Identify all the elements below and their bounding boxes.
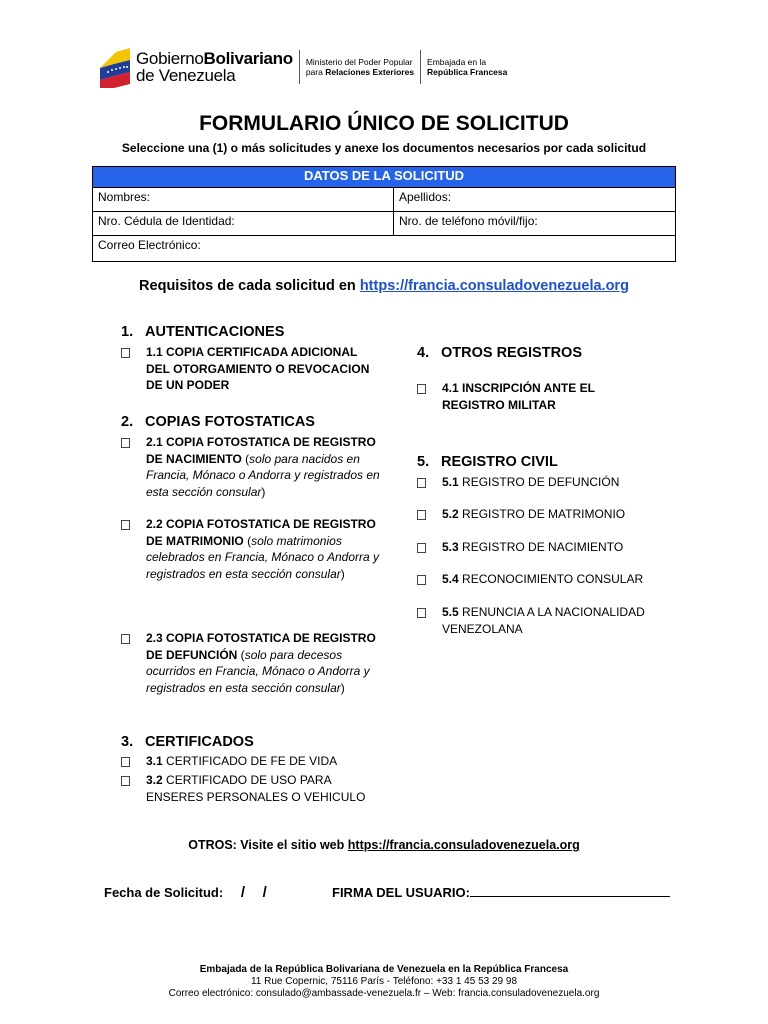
section-title: REGISTRO CIVIL	[441, 454, 558, 470]
section-number: 4.	[417, 345, 430, 361]
otros-line	[0, 838, 768, 852]
item-3-1[interactable]	[121, 753, 383, 770]
apellidos-field[interactable]: Apellidos:	[394, 188, 676, 212]
item-5-3[interactable]	[417, 539, 657, 556]
requisitos-text: Requisitos de cada solicitud en	[139, 278, 356, 294]
section-title: COPIAS FOTOSTATICAS	[145, 414, 315, 430]
item-number: 5.2	[442, 507, 459, 521]
telefono-field[interactable]: Nro. de teléfono móvil/fijo:	[394, 212, 676, 236]
checkbox-icon[interactable]	[121, 348, 130, 358]
section-number: 1.	[121, 324, 134, 340]
checkbox-icon[interactable]	[121, 634, 130, 644]
item-number: 5.5	[442, 605, 459, 619]
paren-open: (	[241, 451, 250, 466]
checkbox-icon[interactable]	[417, 510, 426, 520]
item-text: 1.1 COPIA CERTIFICADA ADICIONAL DEL OTORGAMIENTO O REVOCACION DE UN PODER	[146, 345, 370, 392]
fecha-label: Fecha de Solicitud:	[104, 885, 224, 900]
footer-line3: Correo electrónico: consulado@ambassade-venezuela.fr – Web: francia.consuladovenezuela.org	[168, 988, 600, 999]
firma-field[interactable]	[332, 884, 670, 900]
paren-open: (	[243, 533, 252, 548]
item-text: REGISTRO DE DEFUNCIÓN	[458, 475, 620, 489]
ministerio-line1: Ministerio del Poder Popular	[305, 57, 413, 67]
footer-line1: Embajada de la República Bolivariana de Venezuela en la República Francesa	[199, 964, 569, 975]
item-5-1[interactable]	[417, 474, 657, 491]
item-5-5[interactable]	[417, 604, 657, 637]
checkbox-icon[interactable]	[121, 757, 130, 767]
embajada-text	[427, 57, 507, 77]
item-text: RECONOCIMIENTO CONSULAR	[458, 572, 644, 586]
page-title: FORMULARIO ÚNICO DE SOLICITUD	[199, 112, 569, 135]
checkbox-icon[interactable]	[121, 776, 130, 786]
paren-close: )	[340, 680, 345, 695]
gobierno-line2: de Venezuela	[136, 66, 236, 85]
venezuela-flag-icon	[96, 46, 132, 88]
checkbox-icon[interactable]	[417, 543, 426, 553]
otros-link[interactable]: https://francia.consuladovenezuela.org	[347, 838, 580, 852]
item-number: 5.1	[442, 475, 459, 489]
fecha-field[interactable]	[104, 884, 267, 901]
correo-field[interactable]: Correo Electrónico:	[93, 236, 676, 262]
section-certificados	[121, 734, 254, 750]
gobierno-text	[136, 50, 293, 84]
ministerio-bold: Relaciones Exteriores	[325, 67, 415, 77]
section-autenticaciones	[121, 324, 284, 340]
date-separator: /	[240, 884, 245, 901]
item-2-1[interactable]	[121, 434, 383, 500]
item-text: 4.1 INSCRIPCIÓN ANTE EL REGISTRO MILITAR	[442, 381, 595, 412]
cedula-field[interactable]: Nro. Cédula de Identidad:	[93, 212, 394, 236]
item-text: CERTIFICADO DE USO PARA ENSERES PERSONALES O VEHICULO	[146, 773, 366, 804]
requisitos-line	[0, 278, 768, 294]
item-text: 2.1 COPIA FOTOSTATICA DE REGISTRO DE NACIMIENTO	[146, 435, 376, 466]
checkbox-icon[interactable]	[121, 438, 130, 448]
ministerio-text	[306, 57, 414, 77]
section-otros-registros	[417, 345, 582, 361]
checkbox-icon[interactable]	[417, 608, 426, 618]
item-text: REGISTRO DE NACIMIENTO	[458, 540, 624, 554]
item-note: solo para nacidos en Francia, Mónaco o Andorra y registrados en esta sección consular	[146, 451, 380, 499]
section-copias	[121, 414, 315, 430]
datos-table	[92, 166, 676, 262]
item-number: 5.3	[442, 540, 459, 554]
section-registro-civil	[417, 454, 558, 470]
nombres-field[interactable]: Nombres:	[93, 188, 394, 212]
item-text: RENUNCIA A LA NACIONALIDAD VENEZOLANA	[442, 605, 645, 636]
section-number: 2.	[121, 414, 134, 430]
date-separator: /	[262, 884, 267, 901]
embajada-line2: República Francesa	[427, 67, 508, 77]
section-number: 5.	[417, 454, 430, 470]
logo-divider	[299, 50, 300, 84]
item-text: 2.2 COPIA FOTOSTATICA DE REGISTRO DE MATRIMONIO	[146, 517, 376, 548]
checkbox-icon[interactable]	[417, 575, 426, 585]
datos-header: DATOS DE LA SOLICITUD	[93, 167, 676, 188]
gobierno-bold: Bolivariano	[203, 49, 293, 68]
item-note: solo para decesos ocurridos en Francia, Mónaco o Andorra y registrados en esta sección consular	[146, 647, 370, 695]
item-number: 3.2	[146, 773, 163, 787]
page-subtitle: Seleccione una (1) o más solicitudes y anexe los documentos necesarios por cada solicitud	[121, 141, 647, 155]
logo-divider	[420, 50, 421, 84]
item-text: CERTIFICADO DE FE DE VIDA	[162, 754, 338, 768]
item-5-2[interactable]	[417, 506, 657, 523]
paren-close: )	[261, 484, 266, 499]
paren-close: )	[340, 566, 345, 581]
section-title: CERTIFICADOS	[145, 734, 254, 750]
item-number: 3.1	[146, 754, 163, 768]
gobierno-prefix: Gobierno	[136, 49, 204, 68]
checkbox-icon[interactable]	[417, 478, 426, 488]
header-logo	[96, 44, 507, 90]
item-5-4[interactable]	[417, 571, 657, 588]
footer	[0, 964, 768, 1000]
footer-line2: 11 Rue Copernic, 75116 París - Teléfono: +33 1 45 53 29 98	[250, 976, 518, 987]
ministerio-prefix: para	[305, 67, 323, 77]
embajada-line1: Embajada en la	[427, 57, 487, 67]
paren-open: (	[237, 647, 245, 662]
item-3-2[interactable]	[121, 772, 383, 805]
checkbox-icon[interactable]	[121, 520, 130, 530]
item-text: REGISTRO DE MATRIMONIO	[458, 507, 626, 521]
signature-line[interactable]	[470, 884, 670, 897]
section-title: AUTENTICACIONES	[145, 324, 285, 340]
checkbox-icon[interactable]	[417, 384, 426, 394]
item-number: 5.4	[442, 572, 459, 586]
item-4-1[interactable]	[417, 380, 657, 413]
item-1-1[interactable]	[121, 344, 383, 394]
section-title: OTROS REGISTROS	[441, 345, 582, 361]
otros-text: OTROS: Visite el sitio web	[188, 838, 345, 852]
item-text: 2.3 COPIA FOTOSTATICA DE REGISTRO DE DEFUNCIÓN	[146, 631, 376, 662]
firma-label: FIRMA DEL USUARIO:	[332, 885, 470, 900]
section-number: 3.	[121, 734, 134, 750]
item-note: solo matrimonios celebrados en Francia, Mónaco o Andorra y registrados en esta sección consular	[146, 533, 380, 581]
item-2-3[interactable]	[121, 630, 383, 696]
item-2-2[interactable]	[121, 516, 383, 582]
requisitos-link[interactable]: https://francia.consuladovenezuela.org	[359, 278, 629, 294]
